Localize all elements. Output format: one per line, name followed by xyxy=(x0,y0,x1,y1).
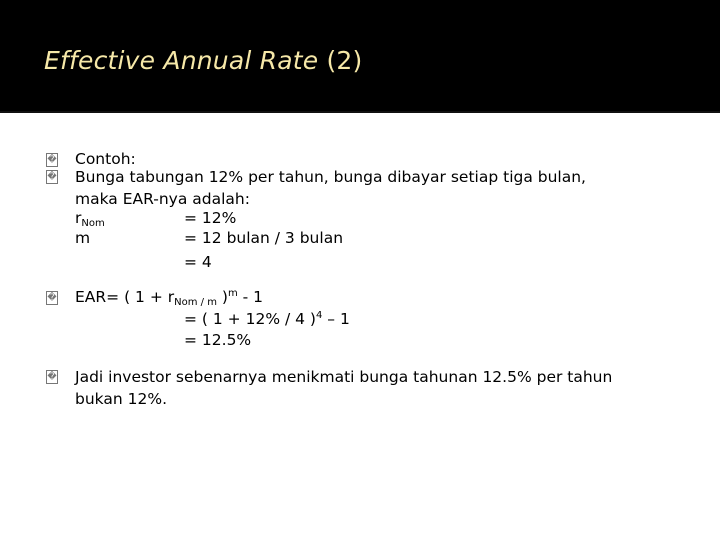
ear-subscript: Nom / m xyxy=(174,297,217,308)
ear-step2 xyxy=(184,308,350,330)
r-symbol: r xyxy=(75,209,82,227)
ear-formula xyxy=(75,286,263,308)
r-nom-value: = 12% xyxy=(184,209,237,227)
bullet-icon: � xyxy=(47,372,57,382)
ear-prefix: EAR= ( 1 + r xyxy=(75,288,175,306)
m-value: = 12 bulan / 3 bulan xyxy=(184,229,344,247)
ear-step2-b: – 1 xyxy=(322,310,350,328)
ear-result: = 12.5% xyxy=(184,331,252,349)
bullet-jadi-line2: bukan 12%. xyxy=(75,390,167,408)
bullet-icon: � xyxy=(47,172,57,182)
slide-content xyxy=(0,113,720,540)
ear-step2-superscript: 4 xyxy=(315,310,323,321)
slide-title xyxy=(44,46,362,75)
bullet-bunga-line2: maka EAR-nya adalah: xyxy=(75,190,250,208)
bullet-icon: � xyxy=(47,155,57,165)
bullet-jadi-line1: Jadi investor sebenarnya menikmati bunga tahunan 12.5% per tahun xyxy=(75,368,613,386)
bullet-bunga-line1: Bunga tabungan 12% per tahun, bunga dibayar setiap tiga bulan, xyxy=(75,168,586,186)
ear-suffix: - 1 xyxy=(237,288,263,306)
r-nom-label xyxy=(75,207,105,229)
r-subscript: Nom xyxy=(81,218,105,229)
title-bar xyxy=(0,0,720,112)
ear-step2-a: = ( 1 + 12% / 4 ) xyxy=(184,310,316,328)
ear-mid: ) xyxy=(216,288,228,306)
slide-title-text: Effective Annual Rate xyxy=(44,46,327,75)
m-result: = 4 xyxy=(184,253,212,271)
bullet-icon: � xyxy=(47,293,57,303)
ear-superscript: m xyxy=(227,288,238,299)
m-label: m xyxy=(75,229,91,247)
bullet-contoh: Contoh: xyxy=(75,150,136,168)
slide-title-number: (2) xyxy=(326,46,363,75)
